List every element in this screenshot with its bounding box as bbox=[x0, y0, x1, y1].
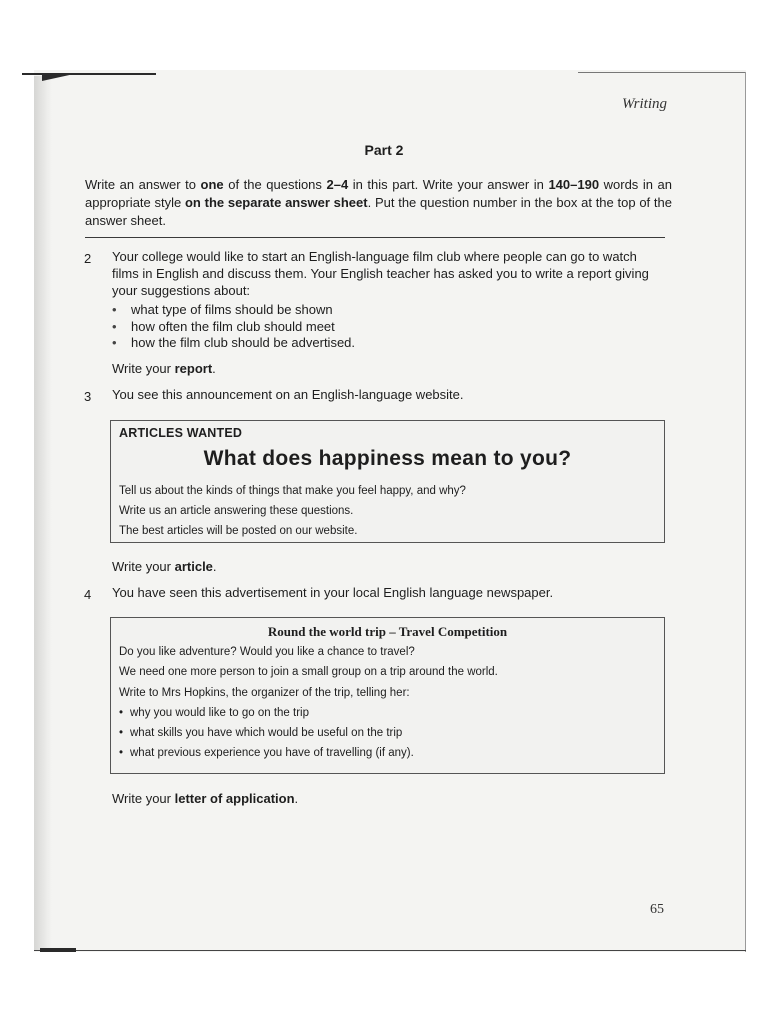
bullet-text: what skills you have which would be useful on the trip bbox=[130, 727, 403, 740]
question-3-number: 3 bbox=[84, 389, 92, 404]
question-2-bullet-list bbox=[112, 302, 355, 352]
top-left-page-corner bbox=[22, 70, 156, 80]
list-item bbox=[119, 723, 498, 743]
travel-competition-box bbox=[110, 617, 665, 774]
instruction-segment: . Put the question number in the box at the top of the answer sheet. bbox=[85, 195, 672, 228]
list-item bbox=[112, 319, 355, 336]
task-type: report bbox=[174, 361, 213, 376]
task-type: article bbox=[174, 559, 213, 574]
question-4-task bbox=[112, 791, 298, 806]
instruction-segment: on the separate answer sheet bbox=[184, 195, 368, 210]
instruction-segment: one bbox=[200, 177, 224, 192]
box-line: We need one more person to join a small group on a trip around the world. bbox=[119, 666, 498, 679]
list-item bbox=[112, 335, 355, 352]
box-line: Write to Mrs Hopkins, the organizer of the trip, telling her: bbox=[119, 686, 410, 699]
question-4-text: You have seen this advertisement in your local English language newspaper. bbox=[112, 585, 554, 600]
question-2-task bbox=[112, 361, 216, 376]
box-line: Tell us about the kinds of things that make you feel happy, and why? bbox=[119, 485, 466, 497]
bullet-icon: • bbox=[119, 727, 124, 740]
box-body bbox=[119, 642, 498, 764]
question-3-task bbox=[112, 559, 217, 574]
instruction-segment: in this part. Write your answer in bbox=[348, 177, 549, 192]
list-item bbox=[119, 743, 498, 763]
section-divider bbox=[85, 237, 665, 238]
box-line: Do you like adventure? Would you like a chance to travel? bbox=[119, 646, 415, 658]
box-line: Write us an article answering these questions. bbox=[119, 505, 354, 517]
running-title: Writing bbox=[621, 96, 667, 112]
question-2-text: Your college would like to start an English-language film club where people can go to watch films in English and discuss them. Your English teacher has asked you to write a report giving your suggestions about: bbox=[112, 249, 649, 298]
bullet-text: how the film club should be advertised. bbox=[131, 335, 356, 350]
top-edge-rule bbox=[578, 72, 746, 73]
box-headline: What does happiness mean to you? bbox=[203, 447, 572, 470]
list-item bbox=[119, 703, 498, 723]
bullet-text: what previous experience you have of travelling (if any). bbox=[130, 747, 414, 760]
task-prefix: Write your bbox=[112, 559, 175, 574]
instruction-segment: Write an answer to bbox=[85, 177, 201, 192]
page-spine-shadow bbox=[34, 76, 52, 950]
bullet-icon: • bbox=[112, 302, 117, 317]
instruction-segment: words in an appropriate style bbox=[85, 177, 672, 210]
bullet-text: why you would like to go on the trip bbox=[130, 706, 309, 719]
bullet-icon: • bbox=[119, 706, 124, 719]
instruction-segment: of the questions bbox=[223, 177, 327, 192]
task-suffix: . bbox=[212, 559, 217, 574]
part-title: Part 2 bbox=[364, 142, 404, 158]
page-number: 65 bbox=[650, 902, 664, 917]
bullet-icon: • bbox=[119, 747, 124, 760]
right-page-edge bbox=[745, 72, 746, 952]
box-title: Round the world trip – Travel Competition bbox=[267, 624, 508, 639]
task-suffix: . bbox=[294, 791, 299, 806]
box-label: ARTICLES WANTED bbox=[119, 426, 243, 440]
articles-wanted-box bbox=[110, 420, 665, 543]
bullet-text: what type of films should be shown bbox=[131, 302, 333, 317]
task-suffix: . bbox=[212, 361, 216, 376]
instruction-segment: 140–190 bbox=[548, 177, 600, 192]
bottom-left-page-corner bbox=[40, 948, 76, 952]
instructions-paragraph bbox=[85, 176, 672, 230]
question-4-number: 4 bbox=[84, 587, 92, 602]
list-item bbox=[112, 302, 355, 319]
question-2-number: 2 bbox=[84, 251, 92, 266]
instruction-segment: 2–4 bbox=[326, 177, 349, 192]
bullet-icon: • bbox=[112, 335, 117, 350]
question-3-text: You see this announcement on an English-language website. bbox=[112, 387, 464, 402]
task-prefix: Write your bbox=[112, 361, 175, 376]
box-line: The best articles will be posted on our website. bbox=[119, 525, 358, 537]
task-type: letter of application bbox=[174, 791, 295, 806]
bullet-icon: • bbox=[112, 318, 117, 334]
box-body bbox=[119, 481, 466, 541]
bullet-text: how often the film club should meet bbox=[131, 318, 335, 334]
task-prefix: Write your bbox=[112, 791, 175, 806]
bottom-edge-rule bbox=[34, 950, 746, 951]
